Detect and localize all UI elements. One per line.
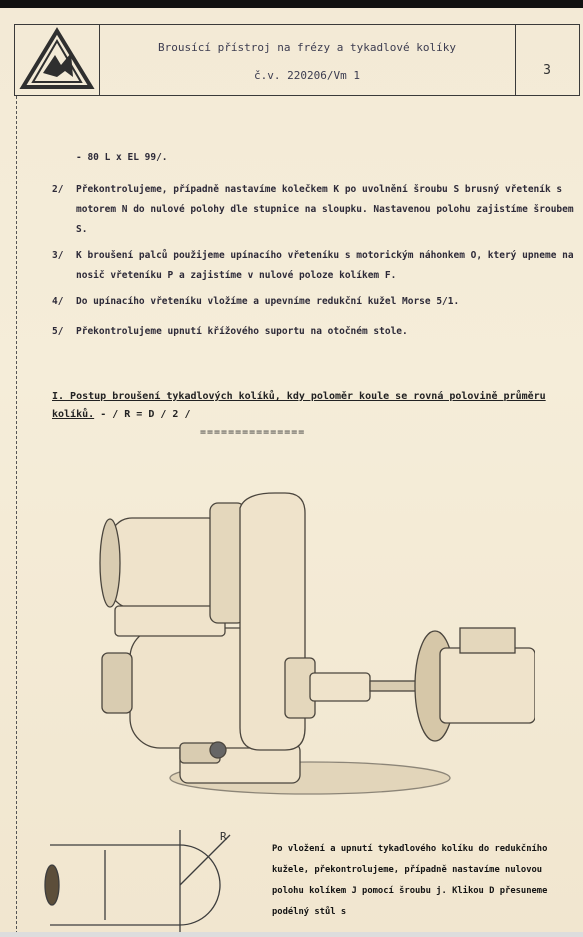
section-formula: - / R = D / 2 /: [100, 409, 191, 420]
document-number: č.v. 220206/Vm 1: [254, 69, 360, 82]
page-number-cell: [515, 25, 579, 95]
binding-margin-line: [16, 96, 17, 934]
step-2-text: Překontrolujeme, případně nastavíme kolečkem K po uvolnění šroubu S brusný vřeteník s motorem N do nulové polohy dle stupnice na sloupku. Nastavenou polohu zajistíme šroubem S.: [76, 184, 574, 235]
section-heading: [52, 388, 562, 424]
step-3-text: K broušení palců použijeme upínacího vřeteníku s motorickým náhonkem O, který upneme na nosič vřeteníku P a zajistíme v nulové poloze kolíkem F.: [76, 250, 574, 281]
step-5-number: 5/: [52, 326, 64, 337]
formula-underline: ===============: [200, 427, 306, 438]
grinding-machine-illustration: [90, 488, 535, 808]
scan-bottom-edge: [0, 932, 583, 937]
step-3-number: 3/: [52, 250, 64, 261]
step-4-text: Do upínacího vřeteníku vložíme a upevníme redukční kužel Morse 5/1.: [76, 296, 460, 307]
radius-label: R: [220, 830, 227, 843]
logo-cell: [15, 25, 100, 95]
ball-tip-diagram: [30, 810, 260, 935]
page-number: 3: [543, 63, 551, 78]
header-box: [14, 24, 580, 96]
section-heading-text: I. Postup broušení tykadlových kolíků, kdy poloměr koule se rovná polovině průměru kolíků.: [52, 391, 546, 420]
scan-top-edge: [0, 0, 583, 8]
step-4-number: 4/: [52, 296, 64, 307]
document-title: Brousící přístroj na frézy a tykadlové kolíky: [157, 41, 456, 54]
figure-caption-text: Po vložení a upnutí tykadlového kolíku do redukčního kužele, překontrolujeme, případně nastavíme nulovou polohu kolíkem J pomocí šroubu j. Klikou D přesuneme podélný stůl s: [272, 844, 548, 917]
step-2-number: 2/: [52, 184, 64, 195]
step-5-text: Překontrolujeme upnutí křížového suportu na otočném stole.: [76, 326, 408, 337]
title-cell: [99, 25, 516, 95]
company-logo-icon: [15, 25, 99, 95]
intro-line: - 80 L x EL 99/.: [76, 152, 168, 163]
